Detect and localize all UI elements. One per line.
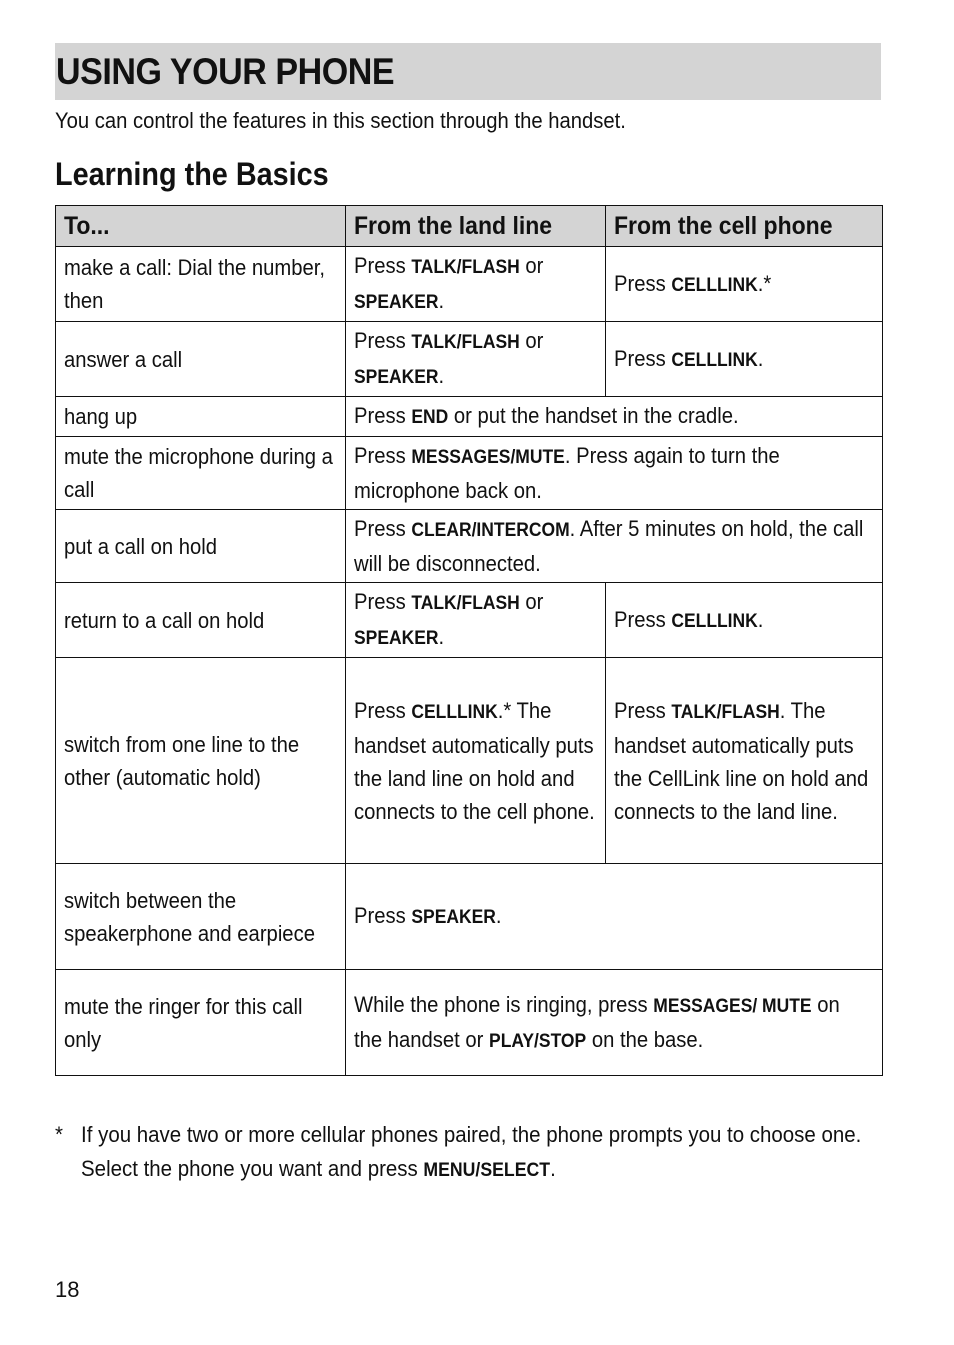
task-cell: put a call on hold xyxy=(56,510,346,583)
header-cell-phone: From the cell phone xyxy=(606,206,883,247)
key-label: TALK/FLASH xyxy=(411,257,520,278)
key-label: TALK/FLASH xyxy=(411,593,520,614)
table-row xyxy=(56,583,883,658)
task-cell: switch from one line to the other (automatic hold) xyxy=(56,658,346,864)
both-lines-cell: Press CLEAR/INTERCOM. After 5 minutes on hold, the call will be disconnected. xyxy=(346,510,883,583)
key-label: END xyxy=(411,407,449,428)
header-land-line: From the land line xyxy=(346,206,606,247)
section-banner xyxy=(55,43,881,100)
table-row xyxy=(56,658,883,864)
subsection-title: Learning the Basics xyxy=(55,156,329,192)
key-label: SPEAKER xyxy=(354,292,439,313)
key-label: MENU/SELECT xyxy=(423,1160,551,1181)
cell-phone-cell: Press CELLLINK. xyxy=(606,322,883,397)
land-line-cell: Press TALK/FLASH or SPEAKER. xyxy=(346,322,606,397)
cell-phone-cell: Press CELLLINK. xyxy=(606,583,883,658)
task-cell: hang up xyxy=(56,397,346,437)
header-to: To... xyxy=(56,206,346,247)
task-cell: return to a call on hold xyxy=(56,583,346,658)
key-label: SPEAKER xyxy=(354,628,439,649)
section-title: USING YOUR PHONE xyxy=(56,51,395,92)
land-line-cell: Press TALK/FLASH or SPEAKER. xyxy=(346,247,606,322)
land-line-cell: Press TALK/FLASH or SPEAKER. xyxy=(346,583,606,658)
page-number: 18 xyxy=(55,1277,80,1302)
task-cell: make a call: Dial the number, then xyxy=(56,247,346,322)
key-label: CELLLINK xyxy=(671,349,758,371)
both-lines-cell: Press SPEAKER. xyxy=(346,864,883,970)
land-line-cell: Press CELLLINK.* The handset automatically puts the land line on hold and connects to the cell phone. xyxy=(346,658,606,864)
key-label: CLEAR/INTERCOM xyxy=(411,520,570,541)
task-cell: answer a call xyxy=(56,322,346,397)
footnote-marker: * xyxy=(55,1122,63,1147)
table-header-row xyxy=(56,206,883,247)
key-label: MESSAGES/MUTE xyxy=(411,447,565,468)
table-row xyxy=(56,864,883,970)
key-label: PLAY/STOP xyxy=(489,1030,587,1052)
table-row xyxy=(56,970,883,1076)
key-label: CELLLINK xyxy=(671,274,758,296)
cell-phone-cell: Press CELLLINK.* xyxy=(606,247,883,322)
section-intro: You can control the features in this section through the handset. xyxy=(55,108,626,133)
both-lines-cell: Press MESSAGES/MUTE. Press again to turn the microphone back on. xyxy=(346,437,883,510)
table-row xyxy=(56,510,883,583)
footnote-text: If you have two or more cellular phones paired, the phone prompts you to choose one. Select the phone you want and press MENU/SELECT. xyxy=(81,1122,862,1181)
key-label: TALK/FLASH xyxy=(671,701,780,723)
key-label: TALK/FLASH xyxy=(411,332,520,353)
key-label: CELLLINK xyxy=(671,610,758,632)
task-cell: mute the ringer for this call only xyxy=(56,970,346,1076)
basics-table xyxy=(55,205,883,1076)
key-label: SPEAKER xyxy=(411,907,496,928)
both-lines-cell: While the phone is ringing, press MESSAGES/ MUTE on the handset or PLAY/STOP on the base. xyxy=(346,970,883,1076)
cell-phone-cell: Press TALK/FLASH. The handset automatically puts the CellLink line on hold and connects to the land line. xyxy=(606,658,883,864)
table-row xyxy=(56,397,883,437)
manual-page xyxy=(55,43,881,1188)
key-label: CELLLINK xyxy=(411,701,498,723)
both-lines-cell: Press END or put the handset in the cradle. xyxy=(346,397,883,437)
table-row xyxy=(56,247,883,322)
key-label: SPEAKER xyxy=(354,367,439,388)
key-label: MESSAGES/ MUTE xyxy=(653,995,812,1017)
footnote xyxy=(55,1118,885,1188)
table-row xyxy=(56,437,883,510)
task-cell: mute the microphone during a call xyxy=(56,437,346,510)
task-cell: switch between the speakerphone and earpiece xyxy=(56,864,346,970)
table-row xyxy=(56,322,883,397)
